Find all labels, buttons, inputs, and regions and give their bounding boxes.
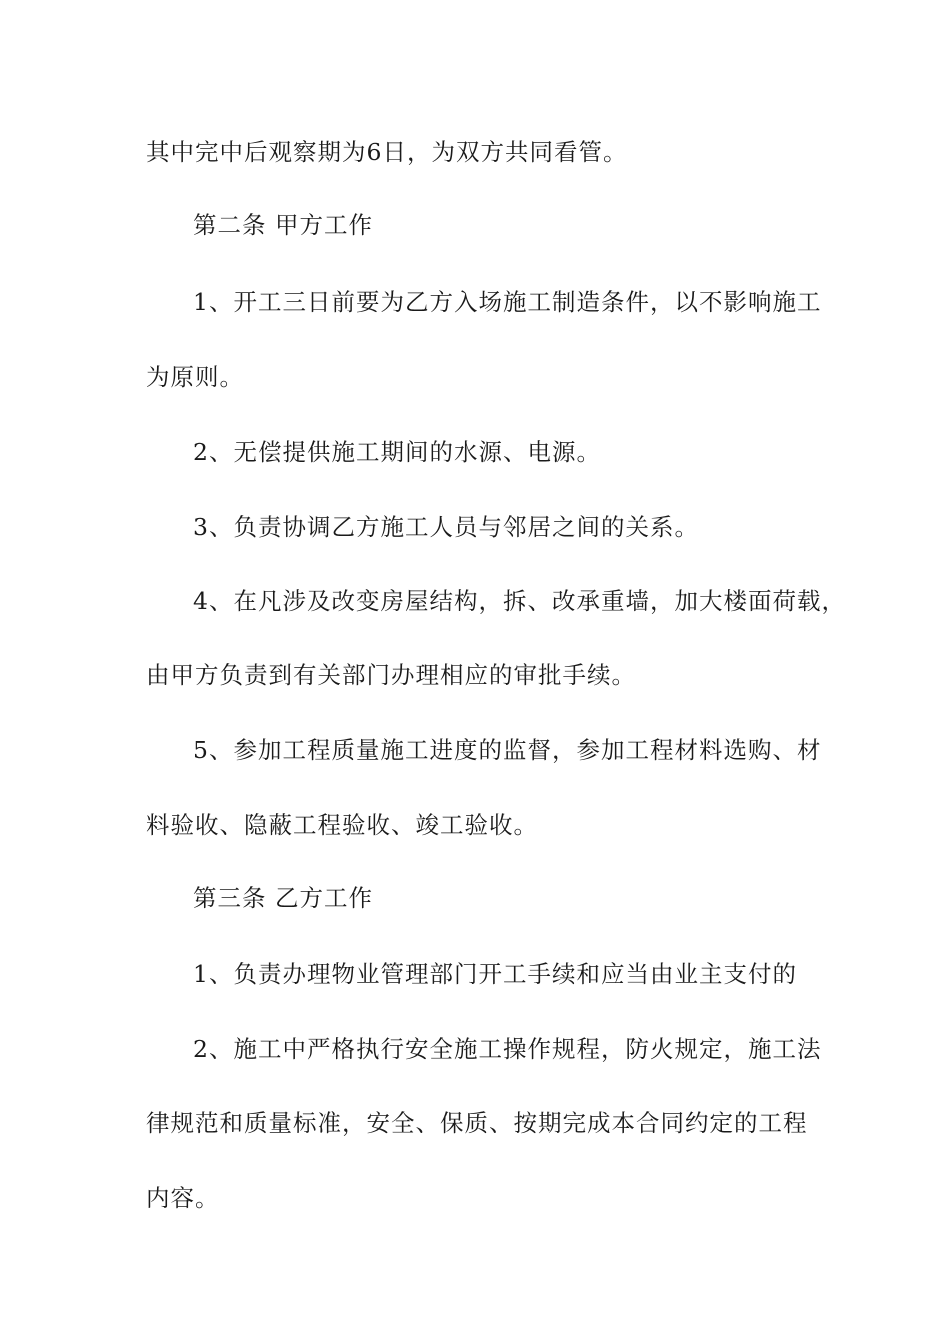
paragraph-line-item-1: 1、开工三日前要为乙方入场施工制造条件，以不影响施工 [193, 288, 822, 316]
paragraph-line-item-4-cont: 由甲方负责到有关部门办理相应的审批手续。 [146, 661, 636, 689]
paragraph-line-item-2: 2、无偿提供施工期间的水源、电源。 [193, 438, 601, 466]
paragraph-line-b-item-1: 1、负责办理物业管理部门开工手续和应当由业主支付的 [193, 960, 797, 988]
paragraph-line-observation-period: 其中完中后观察期为6日，为双方共同看管。 [146, 138, 628, 166]
paragraph-line-b-item-2-end: 内容。 [146, 1184, 220, 1212]
paragraph-line-item-5: 5、参加工程质量施工进度的监督，参加工程材料选购、材 [193, 736, 822, 764]
paragraph-line-item-4: 4、在凡涉及改变房屋结构，拆、改承重墙，加大楼面荷载， [193, 587, 846, 615]
paragraph-line-b-item-2-cont: 律规范和质量标准，安全、保质、按期完成本合同约定的工程 [146, 1109, 808, 1137]
paragraph-line-item-5-cont: 料验收、隐蔽工程验收、竣工验收。 [146, 811, 538, 839]
paragraph-line-item-3: 3、负责协调乙方施工人员与邻居之间的关系。 [193, 513, 699, 541]
section-heading-party-a: 第二条 甲方工作 [193, 211, 373, 239]
paragraph-line-item-1-cont: 为原则。 [146, 363, 244, 391]
paragraph-line-b-item-2: 2、施工中严格执行安全施工操作规程，防火规定，施工法 [193, 1035, 822, 1063]
section-heading-party-b: 第三条 乙方工作 [193, 884, 373, 912]
